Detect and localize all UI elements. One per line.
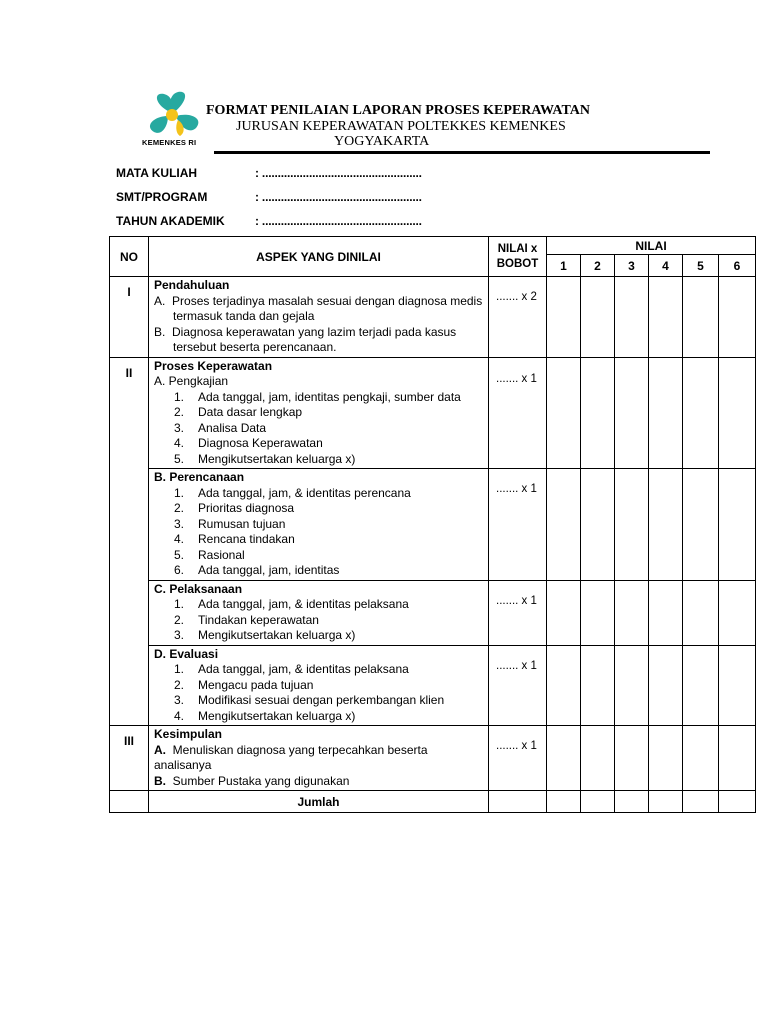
aspect-line: termasuk tanda dan gejala [173, 309, 315, 323]
item-number: 1. [174, 662, 185, 676]
item-text: Tindakan keperawatan [198, 612, 319, 627]
item-number: 3. [174, 628, 185, 642]
subsection-heading: D. Evaluasi [154, 646, 219, 661]
item-text: Modifikasi sesuai dengan perkembangan klien [198, 693, 445, 707]
item-text: Diagnosa keperawatan yang lazim terjadi pada kasus [172, 324, 457, 339]
weight-cell[interactable]: ....... x 1 [489, 469, 547, 581]
item-text: Ada tanggal, jam, identitas pengkaji, sumber data [198, 389, 461, 404]
score-cell[interactable] [683, 580, 719, 645]
item-text: Sumber Pustaka yang digunakan [172, 773, 350, 788]
score-cell[interactable] [683, 726, 719, 791]
item-text: Mengikutsertakan keluarga x) [198, 708, 356, 723]
item-text: Mengikutsertakan keluarga x) [198, 451, 356, 466]
total-score-cell[interactable] [719, 791, 756, 813]
item-text: Diagnosa Keperawatan [198, 436, 323, 450]
total-weight-cell[interactable] [489, 791, 547, 813]
item-number: 2. [174, 405, 185, 419]
score-cell[interactable] [615, 357, 649, 469]
subsection-heading: C. Pelaksanaan [154, 581, 243, 596]
list-item [154, 532, 483, 548]
item-number: 1. [174, 597, 185, 611]
row-number: I [110, 277, 149, 358]
score-cell[interactable] [649, 469, 683, 581]
aspect-cell [149, 645, 489, 726]
table-row [110, 277, 756, 358]
info-row-tahun-akademik [116, 214, 536, 238]
header-nilai-bobot-line1: NILAI x [497, 242, 538, 255]
list-item [154, 421, 483, 437]
row-number: II [110, 357, 149, 726]
list-item [154, 486, 483, 502]
section-heading: Pendahuluan [154, 278, 230, 292]
score-cell[interactable] [719, 357, 756, 469]
aspect-cell [149, 277, 489, 358]
score-cell[interactable] [615, 580, 649, 645]
course-info [116, 166, 536, 238]
item-number: 4. [174, 708, 185, 723]
item-text: Mengikutsertakan keluarga x) [198, 628, 356, 642]
aspect-cell [149, 469, 489, 581]
list-item [154, 436, 483, 452]
item-text: Mengacu pada tujuan [198, 677, 314, 692]
table-row [110, 469, 756, 581]
item-text: Prioritas diagnosa [198, 501, 295, 515]
item-text: Rencana tindakan [198, 532, 295, 546]
list-item [154, 678, 483, 694]
score-cell[interactable] [581, 726, 615, 791]
score-cell[interactable] [547, 469, 581, 581]
list-item [154, 517, 483, 533]
list-item [154, 563, 483, 579]
item-marker: A. [154, 742, 166, 757]
aspect-line [154, 325, 483, 341]
list-item [154, 613, 483, 629]
score-cell[interactable] [683, 645, 719, 726]
item-number: 6. [174, 563, 185, 577]
table-row [110, 645, 756, 726]
aspect-cell [149, 580, 489, 645]
info-label: SMT/PROGRAM [116, 190, 208, 204]
score-cell[interactable] [547, 726, 581, 791]
table-header-row [110, 237, 756, 255]
table-row [110, 357, 756, 469]
score-cell[interactable] [683, 357, 719, 469]
item-number: 2. [174, 501, 185, 515]
header-nilai: NILAI [547, 237, 756, 255]
score-cell[interactable] [649, 726, 683, 791]
kemenkes-logo-icon [142, 90, 210, 140]
info-label: MATA KULIAH [116, 166, 198, 180]
city-title: YOGYAKARTA [334, 134, 430, 149]
total-score-cell[interactable] [683, 791, 719, 813]
department-title: JURUSAN KEPERAWATAN POLTEKKES KEMENKES [236, 119, 566, 134]
total-score-cell[interactable] [615, 791, 649, 813]
form-title: FORMAT PENILAIAN LAPORAN PROSES KEPERAWATAN [206, 103, 590, 118]
info-value[interactable]: : ................................................... [255, 214, 422, 228]
logo-text: KEMENKES RI [142, 138, 197, 147]
list-item [154, 662, 483, 678]
list-item [154, 548, 483, 564]
score-cell[interactable] [615, 469, 649, 581]
score-cell[interactable] [649, 580, 683, 645]
item-text: Ada tanggal, jam, identitas [198, 563, 340, 577]
item-text: Data dasar lengkap [198, 405, 303, 419]
score-cell[interactable] [615, 277, 649, 358]
item-number: 3. [174, 516, 185, 531]
table-row [110, 726, 756, 791]
score-header: 1 [547, 255, 581, 277]
score-header: 5 [683, 255, 719, 277]
item-number: 3. [174, 693, 185, 707]
score-cell[interactable] [719, 580, 756, 645]
item-text: Ada tanggal, jam, & identitas pelaksana [198, 597, 409, 611]
score-cell[interactable] [615, 726, 649, 791]
info-row-smt-program [116, 190, 536, 214]
info-value[interactable]: : ................................................... [255, 190, 422, 204]
total-label: Jumlah [149, 791, 489, 813]
header-divider [214, 151, 710, 154]
score-cell[interactable] [581, 277, 615, 358]
subsection-heading: B. Perencanaan [154, 470, 245, 484]
info-row-mata-kuliah [116, 166, 536, 190]
score-cell[interactable] [719, 726, 756, 791]
aspect-cell [149, 726, 489, 791]
score-cell[interactable] [581, 645, 615, 726]
section-heading: Kesimpulan [154, 727, 223, 741]
item-marker: B. [154, 773, 166, 788]
list-item [154, 628, 483, 644]
weight-cell[interactable]: ....... x 2 [489, 277, 547, 358]
item-number: 5. [174, 547, 185, 562]
total-score-cell[interactable] [547, 791, 581, 813]
item-marker: B. [154, 324, 166, 339]
score-header: 2 [581, 255, 615, 277]
item-number: 2. [174, 677, 185, 692]
document-header [136, 90, 711, 156]
list-item [154, 390, 483, 406]
subsection-heading: A. Pengkajian [154, 374, 229, 388]
score-cell[interactable] [581, 469, 615, 581]
total-score-cell[interactable] [649, 791, 683, 813]
total-score-cell[interactable] [581, 791, 615, 813]
item-number: 4. [174, 436, 185, 450]
item-text: Rasional [198, 547, 245, 562]
score-cell[interactable] [547, 277, 581, 358]
header-aspek: ASPEK YANG DINILAI [149, 237, 489, 277]
total-no-cell [110, 791, 149, 813]
list-item [154, 709, 483, 725]
score-cell[interactable] [649, 277, 683, 358]
score-cell[interactable] [581, 580, 615, 645]
info-label: TAHUN AKADEMIK [116, 214, 225, 228]
item-text: Proses terjadinya masalah sesuai dengan diagnosa medis [172, 293, 483, 308]
item-number: 1. [174, 485, 185, 500]
table-row [110, 580, 756, 645]
aspect-line [154, 294, 483, 310]
weight-cell[interactable]: ....... x 1 [489, 645, 547, 726]
score-cell[interactable] [615, 645, 649, 726]
list-item [154, 693, 483, 709]
weight-cell[interactable]: ....... x 1 [489, 357, 547, 469]
item-text: Ada tanggal, jam, & identitas pelaksana [198, 662, 409, 676]
score-cell[interactable] [719, 277, 756, 358]
aspect-line [154, 743, 483, 774]
score-cell[interactable] [719, 645, 756, 726]
item-text: Menuliskan diagnosa yang terpecahkan beserta analisanya [154, 742, 428, 772]
item-marker: A. [154, 293, 166, 308]
aspect-cell [149, 357, 489, 469]
score-cell[interactable] [683, 277, 719, 358]
item-number: 2. [174, 612, 185, 627]
item-number: 3. [174, 420, 185, 435]
aspect-line [154, 774, 483, 790]
aspect-line: tersebut beserta perencanaan. [173, 340, 337, 354]
item-number: 1. [174, 389, 185, 404]
item-text: Rumusan tujuan [198, 516, 286, 531]
info-value[interactable]: : ................................................... [255, 166, 422, 180]
item-text: Analisa Data [198, 420, 267, 435]
score-cell[interactable] [581, 357, 615, 469]
score-cell[interactable] [719, 469, 756, 581]
weight-cell[interactable]: ....... x 1 [489, 726, 547, 791]
score-header: 3 [615, 255, 649, 277]
item-text: Ada tanggal, jam, & identitas perencana [198, 485, 411, 500]
score-cell[interactable] [649, 357, 683, 469]
list-item [154, 597, 483, 613]
score-cell[interactable] [547, 580, 581, 645]
row-number: III [110, 726, 149, 791]
header-nilai-bobot-line2: BOBOT [496, 257, 539, 270]
section-heading: Proses Keperawatan [154, 358, 273, 373]
list-item [154, 501, 483, 517]
assessment-table [109, 236, 756, 813]
score-cell[interactable] [547, 645, 581, 726]
header-no: NO [110, 237, 149, 277]
score-cell[interactable] [649, 645, 683, 726]
kemenkes-logo [142, 90, 210, 150]
score-cell[interactable] [683, 469, 719, 581]
item-number: 4. [174, 532, 185, 546]
score-header: 4 [649, 255, 683, 277]
total-row [110, 791, 756, 813]
list-item [154, 452, 483, 468]
weight-cell[interactable]: ....... x 1 [489, 580, 547, 645]
score-cell[interactable] [547, 357, 581, 469]
score-header: 6 [719, 255, 756, 277]
item-number: 5. [174, 451, 185, 466]
list-item [154, 405, 483, 421]
header-nilai-bobot [489, 237, 547, 277]
